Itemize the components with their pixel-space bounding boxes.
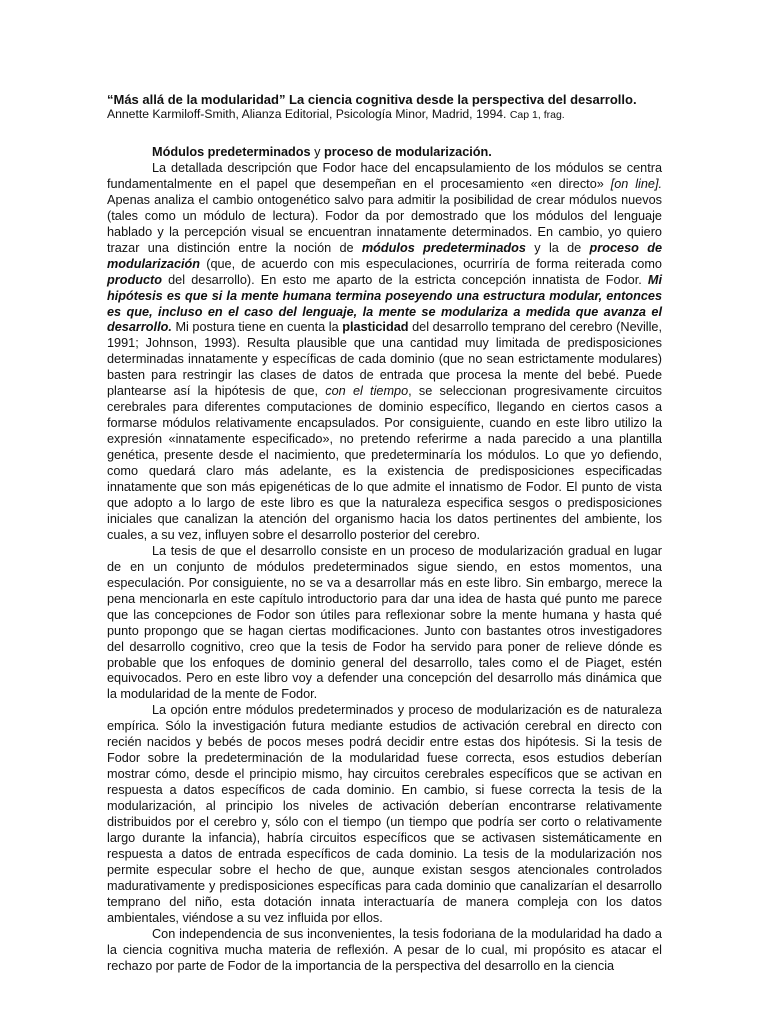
- heading-part2: proceso de modularización.: [324, 145, 492, 159]
- p1-term-producto: producto: [107, 272, 162, 287]
- p1-text-a: La detallada descripción que Fodor hace del encapsulamiento de los módulos se centra fundamentalmente en el papel que desempeñan en el procesamiento «en directo»: [107, 160, 662, 191]
- citation-main: Annette Karmiloff-Smith, Alianza Editorial, Psicología Minor, Madrid, 1994.: [107, 107, 507, 121]
- p1-text-o: , se seleccionan progresivamente circuitos cerebrales para diferentes computaciones de dominio específico, llegando en ciertos casos a formarse módulos relativamente encapsulados. Por consiguiente, cuando en este libro utilizo la expresión «innatamente especificado», no pretendo referirme a nada parecido a una plantilla genética, presente desde el nacimiento, que predeterminaría los módulos. Lo que yo defiendo, como quedará claro más adelante, es la existencia de predisposiciones especificadas innatamente que son más epigenéticas de lo que admite el innatismo de Fodor. El punto de vista que adopto a lo largo de este libro es que la naturaleza especifica sesgos o predisposiciones iniciales que canalizan la atención del organismo hacia los datos pertinentes del ambiente, los cuales, a su vez, influyen sobre el desarrollo posterior del cerebro.: [107, 384, 662, 542]
- p1-hypothesis: Mi hipótesis es que si la mente humana termina poseyendo una estructura modular, entonces es que, incluso en el caso del lenguaje, la mente se modulariza a medida que avanza el desarrollo.: [107, 272, 662, 335]
- heading-and: y: [314, 145, 321, 159]
- p1-term-tiempo: con el tiempo: [325, 384, 409, 399]
- section-heading: [107, 145, 662, 161]
- paragraph-2: La tesis de que el desarrollo consiste en un proceso de modularización gradual en lugar de en un conjunto de módulos predeterminados sigue siendo, en estos momentos, una especulación. Por consiguiente, no se va a desarrollar más en este libro. Sin embargo, merece la pena mencionarla en este capítulo introductorio para dar una idea de hasta qué punto me parece que las concepciones de Fodor son útiles para reflexionar sobre la mente humana y hasta qué punto propongo que se hagan ciertas modificaciones. Junto con bastantes otros investigadores del desarrollo cognitivo, creo que la tesis de Fodor ha servido para poner de relieve dónde es probable que los enfoques de dominio general del desarrollo, tales como el de Piaget, estén equivocados. Pero en este libro voy a defender una concepción del desarrollo más dinámica que la modularidad de la mente de Fodor.: [107, 543, 662, 702]
- document-title: “Más allá de la modularidad” La ciencia cognitiva desde la perspectiva del desarrollo.: [107, 92, 637, 107]
- citation-note: Cap 1, frag.: [509, 109, 565, 121]
- p1-term-modulos: módulos predeterminados: [361, 240, 526, 255]
- p1-text-c: Apenas analiza el cambio ontogenético salvo para admitir la posibilidad de crear módulos nuevos (tales como un módulo de lectura). Fodor da por demostrado que los módulos del lenguaje hablado y la percepción visual se encuentran innatamente determinados. En cambio, yo quiero trazar una distinción entre la noción de: [107, 192, 662, 255]
- document-citation: [107, 107, 662, 123]
- paragraph-4: Con independencia de sus inconvenientes, la tesis fodoriana de la modularidad ha dado a la ciencia cognitiva mucha materia de reflexión. A pesar de lo cual, mi propósito es atacar el rechazo por parte de Fodor de la importancia de la perspectiva del desarrollo en la ciencia: [107, 926, 662, 973]
- paragraph-3: La opción entre módulos predeterminados y proceso de modularización es de naturaleza empírica. Sólo la investigación futura mediante estudios de activación cerebral en directo con recién nacidos y bebés de pocos meses podrá decidir entre estas dos hipótesis. Si la tesis de Fodor sobre la predeterminación de la modularidad fuese correcta, esos estudios deberían mostrar cómo, desde el principio mismo, hay circuitos cerebrales específicos que se activan en respuesta a datos específicos de cada dominio. En cambio, si fuese correcta la tesis de la modularización, al principio los niveles de activación deberían encontrarse relativamente distribuidos por el cerebro y, sólo con el tiempo (un tiempo que podría ser corto o relativamente largo durante la infancia), habría circuitos específicos que se activasen sistemáticamente en respuesta a datos de entrada específicos de cada dominio. La tesis de la modularización nos permite especular sobre el hecho de que, aunque existan sesgos atencionales controlados madurativamente y predisposiciones específicas para cada dominio que canalizarían el desarrollo temprano del niño, esta dotación innata interactuaría de manera compleja con los datos ambientales, viéndose a su vez influida por ellos.: [107, 703, 662, 925]
- p1-text-m: del desarrollo temprano del cerebro (Neville, 1991; Johnson, 1993). Resulta plausible que una cantidad muy limitada de predisposiciones determinadas innatamente y específicas de cada dominio (que no sean estrictamente modulares) basten para restringir las clases de datos de entrada que procesa la mente del bebé. Puede plantearse así la hipótesis de que,: [107, 320, 663, 399]
- p1-text-i: del desarrollo). En esto me aparto de la estricta concepción innatista de Fodor.: [161, 272, 648, 287]
- p1-term-plasticidad: plasticidad: [342, 320, 409, 335]
- p1-text-k: Mi postura tiene en cuenta la: [171, 320, 343, 335]
- document-body: [107, 145, 662, 975]
- p1-text-e: y la de: [526, 240, 590, 255]
- p1-term-proceso: proceso de modularización: [107, 240, 663, 271]
- p1-text-g: (que, de acuerdo con mis especulaciones, ocurriría de forma reiterada como: [200, 256, 662, 271]
- p1-text-online: [on line].: [610, 176, 662, 191]
- heading-part1: Módulos predeterminados: [152, 145, 311, 159]
- document-page: [107, 92, 662, 975]
- paragraph-1: [107, 161, 662, 544]
